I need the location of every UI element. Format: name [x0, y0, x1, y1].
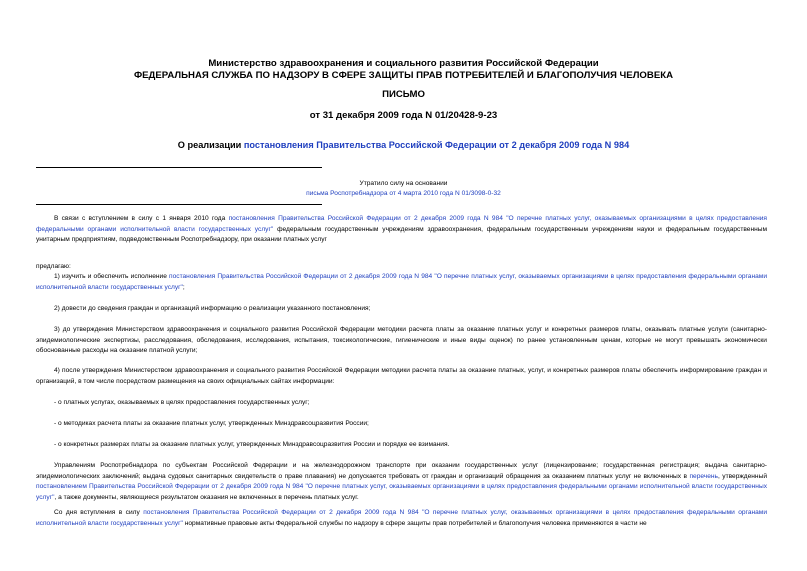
p3-link[interactable]: постановления Правительства Российской Федерации от 2 декабря 2009 года N 984 "О перечне платных услуг, оказываемых организациями в целях предоставления федеральными органами исполнительной власти государственных услуг" — [36, 273, 768, 291]
paragraph-9: - о конкретных размерах платы за оказание платных услуг, утвержденных Минздравсоцразвития России и порядке ее взимания. — [54, 441, 450, 448]
service-title: ФЕДЕРАЛЬНАЯ СЛУЖБА ПО НАДЗОРУ В СФЕРЕ ЗАЩИТЫ ПРАВ ПОТРЕБИТЕЛЕЙ И БЛАГОПОЛУЧИЯ ЧЕЛОВЕКА — [133, 70, 674, 81]
p10-text-b: , утвержденный — [718, 472, 767, 480]
paragraph-11 — [36, 508, 767, 529]
p10-link-resolution[interactable]: постановлением Правительства Российской Федерации от 2 декабря 2009 года N 984 "О перечне платных услуг, оказываемых организациями в целях предоставления федеральными органами исполнительной власти государственных услуг" — [36, 483, 767, 501]
paragraph-2: предлагаю: — [36, 263, 71, 270]
p1-text-b: федеральным государственным учреждениям здравоохранения, федеральным государственным учреждениям науки и федеральным государственным унитарным предприятиям, подведомственным Роспотребнадзору, при оказании платных услуг — [36, 225, 768, 243]
p10-text-a: Управлениям Роспотребнадзора по субъектам Российской Федерации и на железнодорожном транспорте при оказании государственных услуг (лицензирование; государственная регистрация; выдача санитарно-эпидемиологических заключений; выдача судовых санитарных свидетельств о праве плавания) не допускается требовать от граждан и организаций обращения за оказанием платных услуг не включенных в — [36, 462, 767, 480]
paragraph-3 — [36, 272, 767, 293]
p11-link[interactable]: постановления Правительства Российской Федерации от 2 декабря 2009 года N 984 "О перечне платных услуг, оказываемых организациями в целях предоставления федеральными органами исполнительной власти государственных услуг" — [36, 509, 768, 527]
doc-type: ПИСЬМО — [382, 89, 425, 100]
divider-top — [36, 167, 322, 168]
status-note-line2 — [0, 189, 807, 199]
p11-text-a: Со дня вступления в силу — [54, 509, 144, 516]
p1-text-a: В связи с вступлением в силу с 1 января 2010 года — [54, 215, 229, 222]
paragraph-6: 4) после утверждения Министерством здравоохранения и социального развития Российской Федерации методики расчета платы за оказание платных, услуг, и конкретных размеров платы обеспечить информирование граждан и организаций, в том числе посредством размещения на своих официальных сайтах информации: — [36, 367, 767, 385]
p1-link[interactable]: постановления Правительства Российской Федерации от 2 декабря 2009 года N 984 "О перечне платных услуг, оказываемых организациями в целях предоставления федеральными органами исполнительной власти государственных услуг" — [36, 215, 767, 233]
p10-link-list[interactable]: перечень — [689, 472, 718, 480]
paragraph-4: 2) довести до сведения граждан и организаций информацию о реализации указанного постановления; — [54, 305, 371, 312]
p3-text-b: ; — [182, 283, 185, 291]
p11-text-b: нормативные правовые акты Федеральной службы по надзору в сфере защиты прав потребителей и благополучия человека применяются в части не — [182, 519, 647, 527]
ministry-title: Министерство здравоохранения и социального развития Российской Федерации — [208, 58, 599, 69]
paragraph-5: 3) до утверждения Министерством здравоохранения и социального развития Российской Федерации методики расчета платы за оказание платных услуг и конкретных размеров платы, оказывать платные услуги (санитарно-эпидемиологические экспертизы, расследования, обследования, исследования, испытания, токсикологические, гигиенические и иные виды оценок) по ранее установленным ценам, которые не могут превышать экономически обоснованные расходы на оказание платной услуги; — [36, 326, 767, 354]
subject-prefix: О реализации — [177, 140, 244, 150]
doc-subject — [0, 140, 807, 150]
subject-link[interactable]: постановления Правительства Российской Федерации от 2 декабря 2009 года N 984 — [243, 140, 630, 150]
status-note-link[interactable]: письма Роспотребнадзора от 4 марта 2010 года N 01/3098-0-32 — [306, 190, 501, 197]
divider-bottom — [36, 204, 322, 205]
p3-text-a: 1) изучить и обеспечить исполнение — [54, 273, 170, 280]
paragraph-10 — [36, 461, 767, 503]
paragraph-8: - о методиках расчета платы за оказание платных услуг, утвержденных Минздравсоцразвития России; — [54, 420, 369, 427]
paragraph-7: - о платных услугах, оказываемых в целях предоставления государственных услуг; — [54, 399, 310, 406]
doc-date-number: от 31 декабря 2009 года N 01/20428-9-23 — [309, 110, 498, 121]
status-note-line1: Утратило силу на основании — [359, 180, 448, 187]
paragraph-1 — [36, 214, 767, 246]
p10-text-c: , а также документы, являющиеся результатом оказания не включенных в перечень платных услуг. — [54, 493, 359, 501]
